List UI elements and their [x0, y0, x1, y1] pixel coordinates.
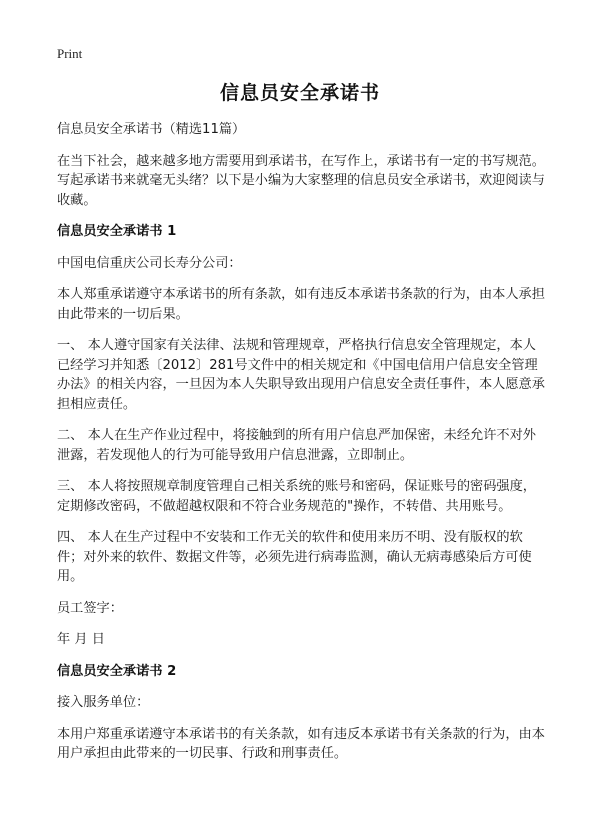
- section2-pledge: 本用户郑重承诺遵守本承诺书的有关条款，如有违反本承诺书有关条款的行为，由本用户承担由此带来的一切民事、行政和刑事责任。: [57, 726, 545, 761]
- section1-date: 年 月 日: [57, 632, 105, 647]
- section-heading-1: 信息员安全承诺书 1: [57, 224, 177, 239]
- section1-signature: 员工签字：: [57, 600, 123, 616]
- section2-addressee: 接入服务单位：: [57, 695, 150, 710]
- section1-pledge: 本人郑重承诺遵守本承诺书的所有条款，如有违反本承诺书条款的行为，由本人承担由此带来的一切后果。: [57, 287, 545, 322]
- document-body: [57, 120, 547, 776]
- page-title: 信息员安全承诺书: [219, 82, 380, 104]
- section1-item-4: 四、 本人在生产过程中不安装和工作无关的软件和使用来历不明、没有版权的软件；对外来的软件、数据文件等，必须先进行病毒监测，确认无病毒感染后方可使用。: [57, 530, 532, 584]
- section1-item-3: 三、 本人将按照规章制度管理自己相关系统的账号和密码，保证账号的密码强度，定期修改密码，不做超越权限和不符合业务规范的"操作，不转借、共用账号。: [57, 479, 536, 514]
- intro-paragraph: 在当下社会，越来越多地方需要用到承诺书，在写作上，承诺书有一定的书写规范。写起承诺书来就毫无头绪？以下是小编为大家整理的信息员安全承诺书，欢迎阅读与收藏。: [57, 153, 545, 208]
- section-heading-2: 信息员安全承诺书 2: [57, 663, 177, 679]
- section1-item-1: 一、 本人遵守国家有关法律、法规和管理规章，严格执行信息安全管理规定，本人已经学习并知悉〔2012〕281号文件中的相关规定和《中国电信用户信息安全管理办法》的相关内容，一旦因为本人失职导致出现用户信息安全责任事件，本人愿意承担相应责任。: [57, 338, 545, 412]
- section1-item-2: 二、 本人在生产作业过程中，将接触到的所有用户信息严加保密，未经允许不对外泄露，若发现他人的行为可能导致用户信息泄露，立即制止。: [57, 428, 536, 463]
- print-link[interactable]: Print: [57, 46, 83, 61]
- document-subtitle: 信息员安全承诺书（精选11篇）: [57, 122, 246, 137]
- section1-addressee: 中国电信重庆公司长寿分公司：: [57, 255, 242, 271]
